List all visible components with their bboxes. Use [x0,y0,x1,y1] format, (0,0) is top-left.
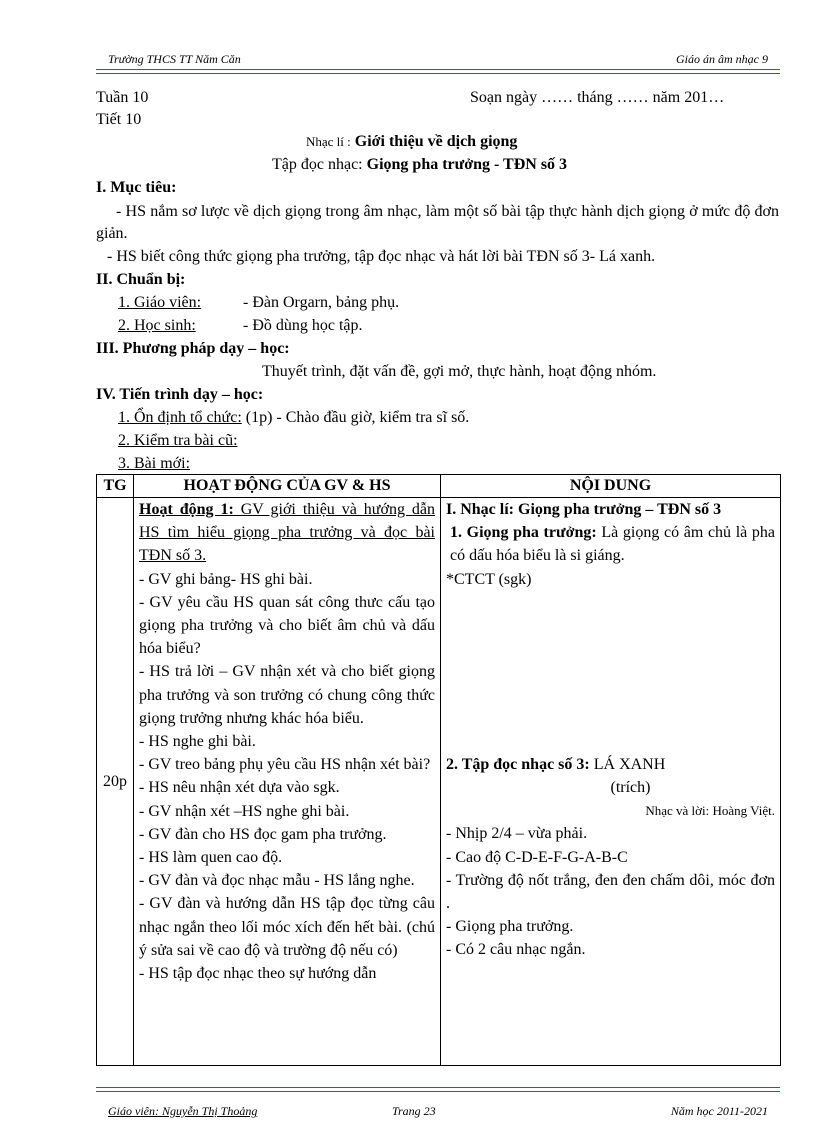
methods-heading: III. Phương pháp dạy – học: [96,340,290,357]
content-note: - Trường độ nốt trắng, đen đen chấm dôi, móc đơn . [446,871,775,913]
content-note: - Giọng pha trưởng. [446,918,574,936]
process-heading: IV. Tiến trình dạy – học: [96,386,264,403]
activity-title [139,498,435,568]
activity-item: - GV nhận xét –HS nghe ghi bài. [139,802,350,820]
activity-item: - GV treo bảng phụ yêu cầu HS nhận xét bài? [139,756,431,774]
activity-item: - HS nghe ghi bài. [139,733,256,751]
header-subject: Giáo án âm nhạc 9 [676,52,768,66]
activity-item: - GV ghi bảng- HS ghi bài. [139,570,313,588]
process-step-3: 3. Bài mới: [118,455,191,472]
content-cell [441,498,781,1066]
col-tg: TG [97,475,134,498]
reading-title-line [272,155,567,175]
content-note: - Có 2 câu nhạc ngắn. [446,941,586,959]
footer-rule-2 [96,1091,780,1092]
activity-item: - HS trả lời – GV nhận xét và cho biết giọng pha trưởng và son trưởng có chung công thức giọng trưởng nhưng khác hóa biểu. [139,663,435,727]
time-value: 20p [103,772,127,790]
teacher-label: 1. Giáo viên: [118,294,202,311]
theory-prefix: Nhạc lí : [306,134,351,149]
col-content: NỘI DUNG [441,475,781,498]
activity-item: - HS làm quen cao độ. [139,849,283,867]
content-item-2-rest: LÁ XANH [589,755,666,773]
activity-item: - HS nêu nhận xét dựa vào sgk. [139,779,340,797]
lesson-table [96,474,781,1066]
activity-title-bold: Hoạt động 1: [139,501,234,518]
header-school: Trường THCS TT Năm Căn [108,52,241,66]
activity-cell [134,498,441,1066]
theory-title: Giới thiệu về dịch giọng [354,133,518,150]
activity-item: - GV đàn cho HS đọc gam pha trưởng. [139,825,387,843]
reading-title: Giọng pha trưởng - TĐN số 3 [366,156,568,173]
col-activity: HOẠT ĐỘNG CỦA GV & HS [134,475,441,498]
objective-2: - HS biết công thức giọng pha trưởng, tập đọc nhạc và hát lời bài TĐN số 3- Lá xanh. [107,248,656,265]
footer-page: Trang 23 [392,1104,436,1118]
activity-item: - HS tập đọc nhạc theo sự hướng dẫn [139,965,377,983]
objectives-heading: I. Mục tiêu: [96,179,177,196]
step1-label: 1. Ổn định tổ chức: [118,409,242,426]
activity-item: - GV đàn và hướng dẫn HS tập đọc từng câu nhạc ngắn theo lối móc xích đến hết bài. (chú ý sửa sai về cao độ và trường độ nếu có) [139,895,435,959]
student-prep: - Đồ dùng học tập. [243,317,363,334]
header-rule [96,69,780,70]
content-item-1-bold: 1. Giọng pha trưởng: [450,524,597,542]
content-note: - Nhịp 2/4 – vừa phải. [446,825,588,843]
table-header-row [97,475,781,498]
activity-title-rest: GV giới thiệu và hướng dẫn HS tìm hiểu giọng pha trưởng và đọc bài TĐN số 3. [139,501,435,565]
methods-text: Thuyết trình, đặt vấn đề, gợi mở, thực hành, hoạt động nhóm. [262,363,657,380]
content-ctct: *CTCT (sgk) [446,570,532,588]
content-spacer [446,591,775,753]
table-row [97,498,781,1066]
header-rule-2 [96,73,780,74]
content-author: Nhạc và lời: Hoàng Việt. [645,803,775,819]
teacher-prep: - Đàn Orgarn, bảng phụ. [243,294,400,311]
content-item-1-rest: Là giọng có âm chủ là pha có dấu hóa biểu là si giáng. [450,524,776,565]
objective-1: - HS nắm sơ lược về dịch giọng trong âm nhạc, làm một số bài tập thực hành dịch giọng ở mức độ đơn giản. [96,203,779,242]
content-item-1 [446,521,775,567]
reading-prefix: Tập đọc nhạc: [272,156,363,173]
theory-title-line [306,132,517,152]
content-item-2 [446,753,775,776]
footer-year: Năm học 2011-2021 [670,1104,768,1118]
footer-teacher: Giáo viên: Nguyễn Thị Thoảng [108,1104,258,1118]
student-label: 2. Học sinh: [118,317,196,334]
footer-rule [96,1087,780,1088]
content-item-2-bold: 2. Tập đọc nhạc số 3: [446,755,590,773]
week-label: Tuần 10 [96,89,149,106]
content-section-title: I. Nhạc lí: Giọng pha trưởng – TĐN số 3 [446,501,722,518]
step1-text: (1p) - Chào đầu giờ, kiểm tra sĩ số. [241,409,470,426]
activity-item: - GV đàn và đọc nhạc mẫu - HS lắng nghe. [139,872,415,890]
prepared-date: Soạn ngày …… tháng …… năm 201… [470,89,725,106]
time-cell [97,498,134,1066]
content-excerpt: (trích) [610,779,651,797]
period-label: Tiết 10 [96,111,142,128]
process-step-1 [118,408,469,428]
preparation-heading: II. Chuẩn bị: [96,271,186,288]
activity-item: - GV yêu cầu HS quan sát công thưc cấu tạo giọng pha trưởng và cho biết âm chủ và dấu hóa biểu? [139,593,435,658]
content-note: - Cao độ C-D-E-F-G-A-B-C [446,848,628,866]
process-step-2: 2. Kiểm tra bài cũ: [118,432,238,449]
